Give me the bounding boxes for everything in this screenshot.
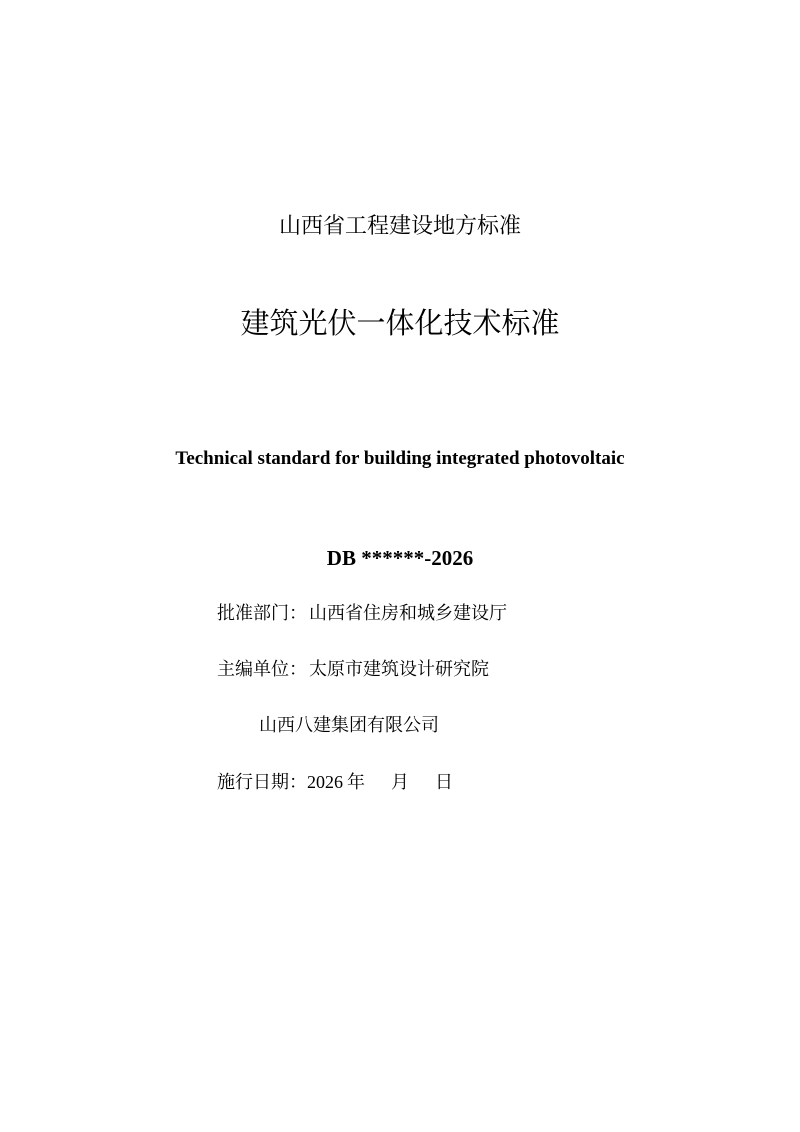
co-editor-row bbox=[259, 713, 439, 739]
year-unit: 年 bbox=[347, 772, 365, 793]
month-unit: 月 bbox=[391, 772, 409, 793]
standard-number: DB ******-2026 bbox=[326, 546, 474, 570]
day-unit: 日 bbox=[435, 772, 453, 793]
effective-year: 2026 bbox=[307, 772, 343, 792]
series-title: 山西省工程建设地方标准 bbox=[278, 214, 521, 239]
approval-department-value: 山西省住房和城乡建设厅 bbox=[309, 603, 507, 624]
english-title: Technical standard for building integrated photovoltaic bbox=[175, 448, 625, 469]
main-title: 建筑光伏一体化技术标准 bbox=[240, 306, 560, 340]
chief-editor-value: 太原市建筑设计研究院 bbox=[309, 659, 489, 680]
co-editor-value: 山西八建集团有限公司 bbox=[259, 715, 439, 736]
chief-editor-row bbox=[217, 657, 489, 683]
approval-department-label: 批准部门： bbox=[217, 603, 307, 624]
chief-editor-label: 主编单位： bbox=[217, 659, 307, 680]
effective-date-row bbox=[217, 769, 453, 796]
effective-date-label: 施行日期： bbox=[217, 772, 307, 793]
approval-department-row bbox=[217, 601, 507, 627]
